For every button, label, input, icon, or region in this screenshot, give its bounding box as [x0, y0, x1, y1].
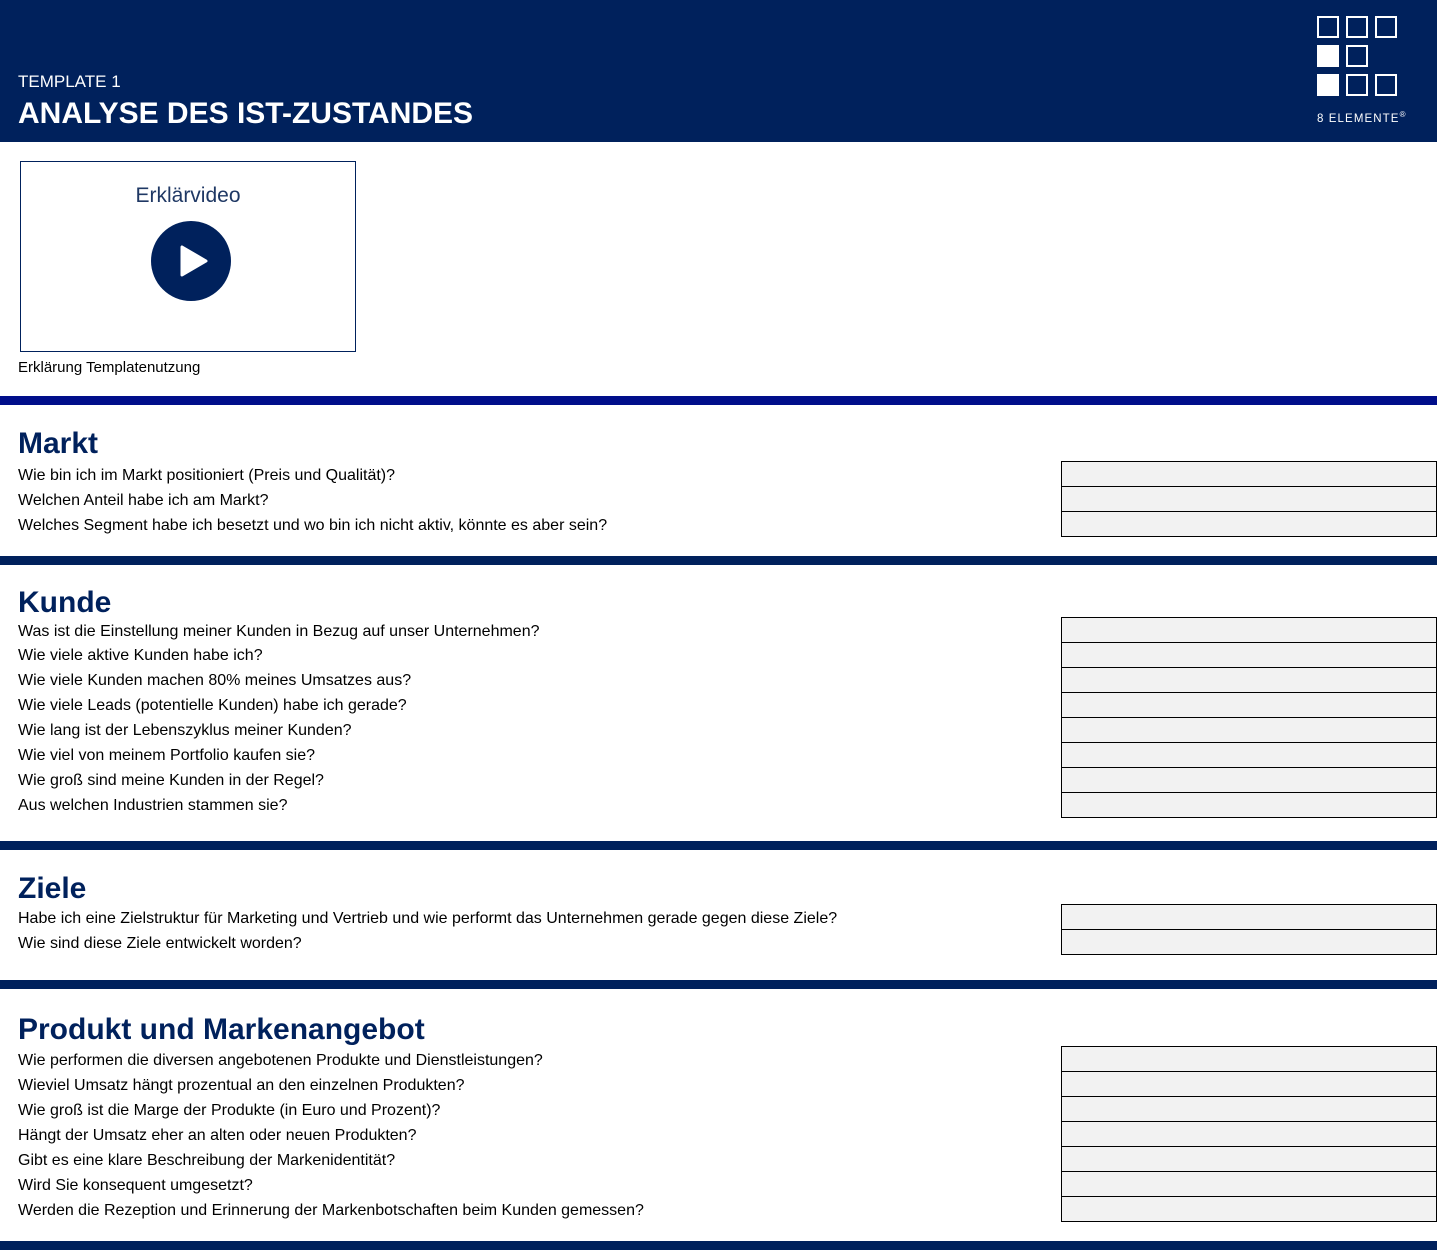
question-label: Wie viel von meinem Portfolio kaufen sie? — [18, 747, 316, 764]
section-divider — [0, 980, 1437, 989]
question-label: Wird Sie konsequent umgesetzt? — [18, 1177, 253, 1194]
logo-square — [1375, 16, 1397, 38]
answer-field[interactable] — [1061, 717, 1437, 743]
section-divider — [0, 556, 1437, 565]
answer-field[interactable] — [1061, 642, 1437, 668]
section-title-ziele: Ziele — [18, 872, 87, 905]
question-label: Hängt der Umsatz eher an alten oder neuen Produkten? — [18, 1127, 417, 1144]
section-divider — [0, 1241, 1437, 1250]
section-title-markt: Markt — [18, 427, 99, 460]
answer-field[interactable] — [1061, 929, 1437, 955]
answer-field[interactable] — [1061, 1146, 1437, 1172]
answer-field[interactable] — [1061, 1071, 1437, 1097]
question-label: Wieviel Umsatz hängt prozentual an den einzelnen Produkten? — [18, 1077, 465, 1094]
answer-field[interactable] — [1061, 792, 1437, 818]
question-label: Wie sind diese Ziele entwickelt worden? — [18, 935, 302, 952]
section-divider — [0, 396, 1437, 405]
section-divider — [0, 841, 1437, 850]
page-header — [0, 0, 1437, 142]
question-label: Was ist die Einstellung meiner Kunden in Bezug auf unser Unternehmen? — [18, 623, 540, 640]
answer-field[interactable] — [1061, 511, 1437, 537]
logo-wordmark: 8 ELEMENTE® — [1317, 110, 1407, 125]
video-caption: Erklärung Templatenutzung — [18, 359, 201, 376]
brand-logo — [1313, 14, 1413, 126]
page-title: ANALYSE DES IST-ZUSTANDES — [18, 97, 474, 130]
question-label: Wie groß ist die Marge der Produkte (in Euro und Prozent)? — [18, 1102, 441, 1119]
answer-field[interactable] — [1061, 767, 1437, 793]
answer-field[interactable] — [1061, 486, 1437, 512]
question-label: Wie viele aktive Kunden habe ich? — [18, 647, 263, 664]
answer-field[interactable] — [1061, 461, 1437, 487]
logo-square — [1346, 16, 1368, 38]
question-label: Wie lang ist der Lebenszyklus meiner Kunden? — [18, 722, 352, 739]
question-label: Wie performen die diversen angebotenen Produkte und Dienstleistungen? — [18, 1052, 543, 1069]
question-label: Welches Segment habe ich besetzt und wo bin ich nicht aktiv, könnte es aber sein? — [18, 517, 608, 534]
logo-square — [1375, 74, 1397, 96]
template-label: TEMPLATE 1 — [18, 72, 121, 91]
video-title: Erklärvideo — [135, 184, 241, 207]
answer-field[interactable] — [1061, 1046, 1437, 1072]
answer-field[interactable] — [1061, 1196, 1437, 1222]
question-label: Wie viele Leads (potentielle Kunden) habe ich gerade? — [18, 697, 407, 714]
logo-square — [1346, 45, 1368, 67]
question-label: Habe ich eine Zielstruktur für Marketing und Vertrieb und wie performt das Unternehmen gerade gegen diese Ziele? — [18, 910, 838, 927]
answer-field[interactable] — [1061, 1096, 1437, 1122]
question-label: Werden die Rezeption und Erinnerung der Markenbotschaften beim Kunden gemessen? — [18, 1202, 644, 1219]
play-icon[interactable] — [151, 221, 231, 301]
logo-square — [1317, 74, 1339, 96]
answer-field[interactable] — [1061, 1121, 1437, 1147]
answer-field[interactable] — [1061, 617, 1437, 643]
logo-square — [1317, 16, 1339, 38]
logo-square — [1317, 45, 1339, 67]
answer-field[interactable] — [1061, 667, 1437, 693]
answer-field[interactable] — [1061, 742, 1437, 768]
question-label: Aus welchen Industrien stammen sie? — [18, 797, 288, 814]
question-label: Welchen Anteil habe ich am Markt? — [18, 492, 269, 509]
question-label: Wie groß sind meine Kunden in der Regel? — [18, 772, 324, 789]
answer-field[interactable] — [1061, 904, 1437, 930]
explainer-video[interactable] — [20, 161, 356, 352]
answer-field[interactable] — [1061, 692, 1437, 718]
section-title-produkt: Produkt und Markenangebot — [18, 1013, 425, 1046]
section-title-kunde: Kunde — [18, 586, 112, 619]
question-label: Wie bin ich im Markt positioniert (Preis und Qualität)? — [18, 467, 396, 484]
question-label: Wie viele Kunden machen 80% meines Umsatzes aus? — [18, 672, 412, 689]
answer-field[interactable] — [1061, 1171, 1437, 1197]
logo-square — [1346, 74, 1368, 96]
question-label: Gibt es eine klare Beschreibung der Markenidentität? — [18, 1152, 396, 1169]
